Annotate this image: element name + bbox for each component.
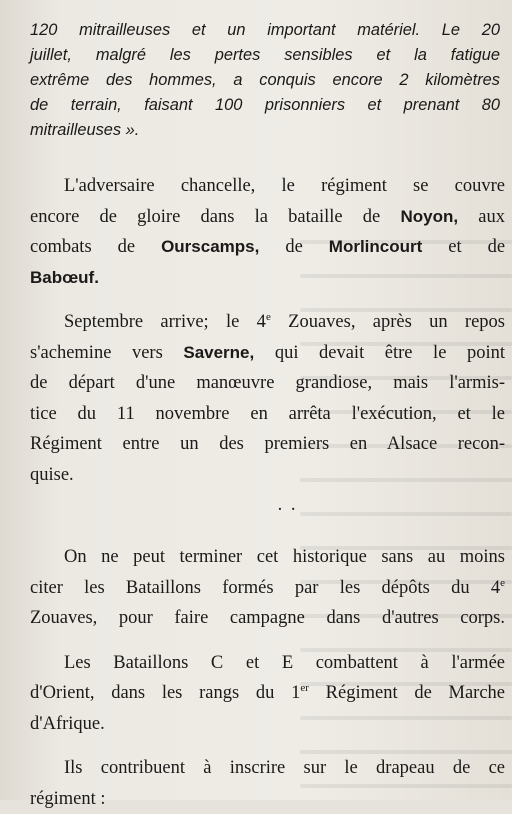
quote-line: extrême des hommes, a conquis encore 2 kilomètres <box>30 68 500 93</box>
place-baboeuf: Babœuf. <box>30 268 99 287</box>
text-span: aux <box>478 207 505 227</box>
quote-line: juillet, malgré les pertes sensibles et la fatigue <box>30 43 500 68</box>
text-line <box>30 678 505 709</box>
place-saverne: Saverne, <box>183 343 254 362</box>
text-line: quise. <box>30 460 505 491</box>
text-span: Zouaves, après un repos <box>288 312 505 332</box>
text-line <box>30 307 505 338</box>
superscript: er <box>300 682 309 694</box>
paragraph-adversaire <box>30 171 505 293</box>
text-span: de <box>285 237 302 257</box>
text-span: et de <box>448 237 505 257</box>
text-line: tice du 11 novembre en arrêta l'exécution, et le <box>30 399 505 430</box>
quote-line: mitrailleuses ». <box>30 118 500 143</box>
place-ourscamps: Ourscamps, <box>161 237 259 256</box>
place-morlincourt: Morlincourt <box>329 237 423 256</box>
text-span: d'Orient, dans les rangs du 1 <box>30 683 300 703</box>
paragraph-septembre <box>30 307 505 490</box>
text-line: Les Bataillons C et E combattent à l'armée <box>30 648 505 679</box>
place-noyon: Noyon, <box>400 207 458 226</box>
section-separator: . . <box>30 490 505 520</box>
quote-line: 120 mitrailleuses et un important matériel. Le 20 <box>30 18 500 43</box>
text-line <box>30 263 505 294</box>
text-line: régiment : <box>30 784 505 814</box>
paragraph-bataillons <box>30 648 505 740</box>
text-span: qui devait être le point <box>275 343 505 363</box>
text-line: On ne peut terminer cet historique sans au moins <box>30 542 505 573</box>
text-line <box>30 573 505 604</box>
text-line: Ils contribuent à inscrire sur le drapeau de ce <box>30 753 505 784</box>
superscript: e <box>266 311 271 323</box>
text-span: Régiment de Marche <box>326 683 505 703</box>
text-line: L'adversaire chancelle, le régiment se couvre <box>30 171 505 202</box>
text-span: combats de <box>30 237 135 257</box>
text-line: d'Afrique. <box>30 709 505 740</box>
text-line: Régiment entre un des premiers en Alsace recon- <box>30 429 505 460</box>
text-span: encore de gloire dans la bataille de <box>30 207 380 227</box>
text-line <box>30 202 505 233</box>
quoted-citation <box>30 18 500 143</box>
text-span: s'achemine vers <box>30 343 163 363</box>
text-span: Septembre arrive; le 4 <box>64 312 266 332</box>
text-line <box>30 338 505 369</box>
text-line: de départ d'une manœuvre grandiose, mais l'armis- <box>30 368 505 399</box>
text-line: Zouaves, pour faire campagne dans d'autres corps. <box>30 603 505 634</box>
text-span: citer les Bataillons formés par les dépôts du 4 <box>30 578 500 598</box>
paragraph-historique <box>30 542 505 634</box>
paragraph-drapeau <box>30 753 505 814</box>
text-line <box>30 232 505 263</box>
superscript: e <box>500 577 505 589</box>
quote-line: de terrain, faisant 100 prisonniers et prenant 80 <box>30 93 500 118</box>
body-text <box>30 171 505 814</box>
